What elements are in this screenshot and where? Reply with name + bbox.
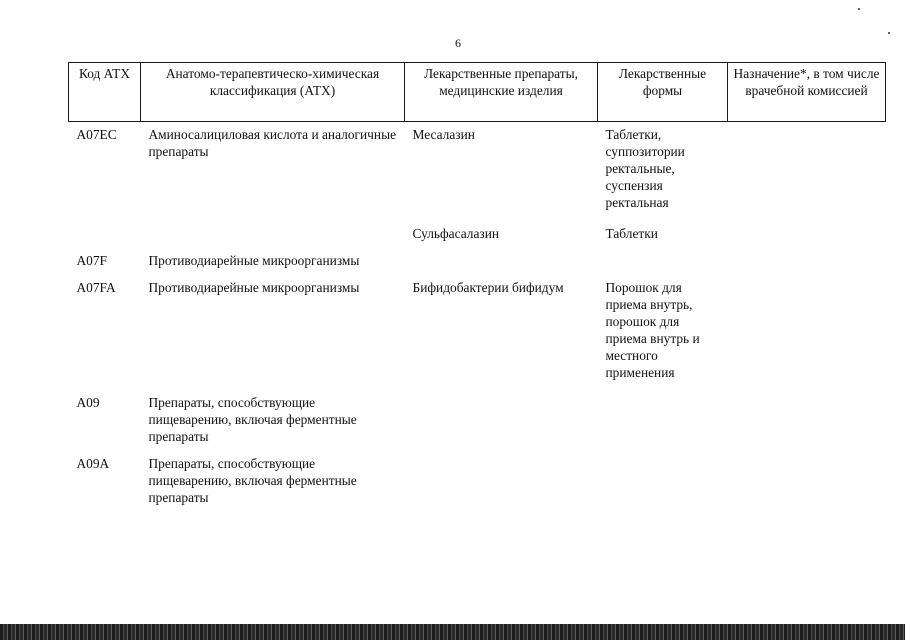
scan-speck [858, 8, 860, 10]
cell-code: A07FA [76, 279, 116, 295]
cell-code [69, 225, 141, 252]
cell-forms [598, 394, 728, 455]
cell-classification: Препараты, способствующие пищеварению, включая ферментные препараты [148, 394, 357, 444]
atx-table [68, 62, 886, 515]
scan-bottom-band [0, 624, 905, 640]
header-code: Код АТХ [69, 63, 141, 122]
cell-drug [405, 394, 598, 455]
table-row [69, 455, 886, 515]
cell-classification: Противодиарейные микроорганизмы [148, 279, 360, 295]
table-row [69, 252, 886, 279]
cell-forms [598, 252, 728, 279]
cell-classification: Противодиарейные микроорганизмы [148, 252, 360, 268]
header-purpose: Назначение*, в том числе врачебной комиссией [728, 63, 886, 122]
cell-drug: Месалазин [412, 127, 475, 142]
cell-forms: Таблетки, суппозитории ректальные, суспензия ректальная [605, 127, 685, 210]
cell-purpose [728, 122, 886, 225]
cell-purpose [728, 455, 886, 515]
cell-classification [141, 225, 405, 252]
cell-drug [405, 455, 598, 515]
cell-drug: Сульфасалазин [412, 225, 500, 241]
cell-purpose [728, 225, 886, 252]
scan-speck [888, 32, 890, 34]
cell-classification: Препараты, способствующие пищеварению, включая ферментные препараты [148, 455, 357, 505]
cell-forms: Таблетки [605, 225, 658, 241]
cell-purpose [728, 279, 886, 394]
cell-forms [598, 455, 728, 515]
cell-purpose [728, 252, 886, 279]
cell-forms: Порошок для приема внутрь, порошок для приема внутрь и местного применения [605, 279, 700, 380]
cell-code: A07EC [76, 127, 117, 142]
cell-code: A09A [76, 455, 110, 471]
table-row [69, 394, 886, 455]
table-header-row [69, 63, 886, 122]
cell-drug [405, 252, 598, 279]
header-drugs: Лекарственные препараты, медицинские изделия [405, 63, 598, 122]
table-row [69, 122, 886, 225]
cell-classification: Аминосалициловая кислота и аналогичные препараты [148, 127, 397, 159]
page-number: 6 [455, 36, 461, 50]
cell-purpose [728, 394, 886, 455]
table-row [69, 225, 886, 252]
cell-code: A09 [76, 394, 100, 410]
header-classification: Анатомо-терапевтическо-химическая классификация (АТХ) [141, 63, 405, 122]
header-forms: Лекарственные формы [598, 63, 728, 122]
table-row [69, 279, 886, 394]
cell-drug: Бифидобактерии бифидум [412, 279, 564, 295]
cell-code: A07F [76, 252, 108, 268]
